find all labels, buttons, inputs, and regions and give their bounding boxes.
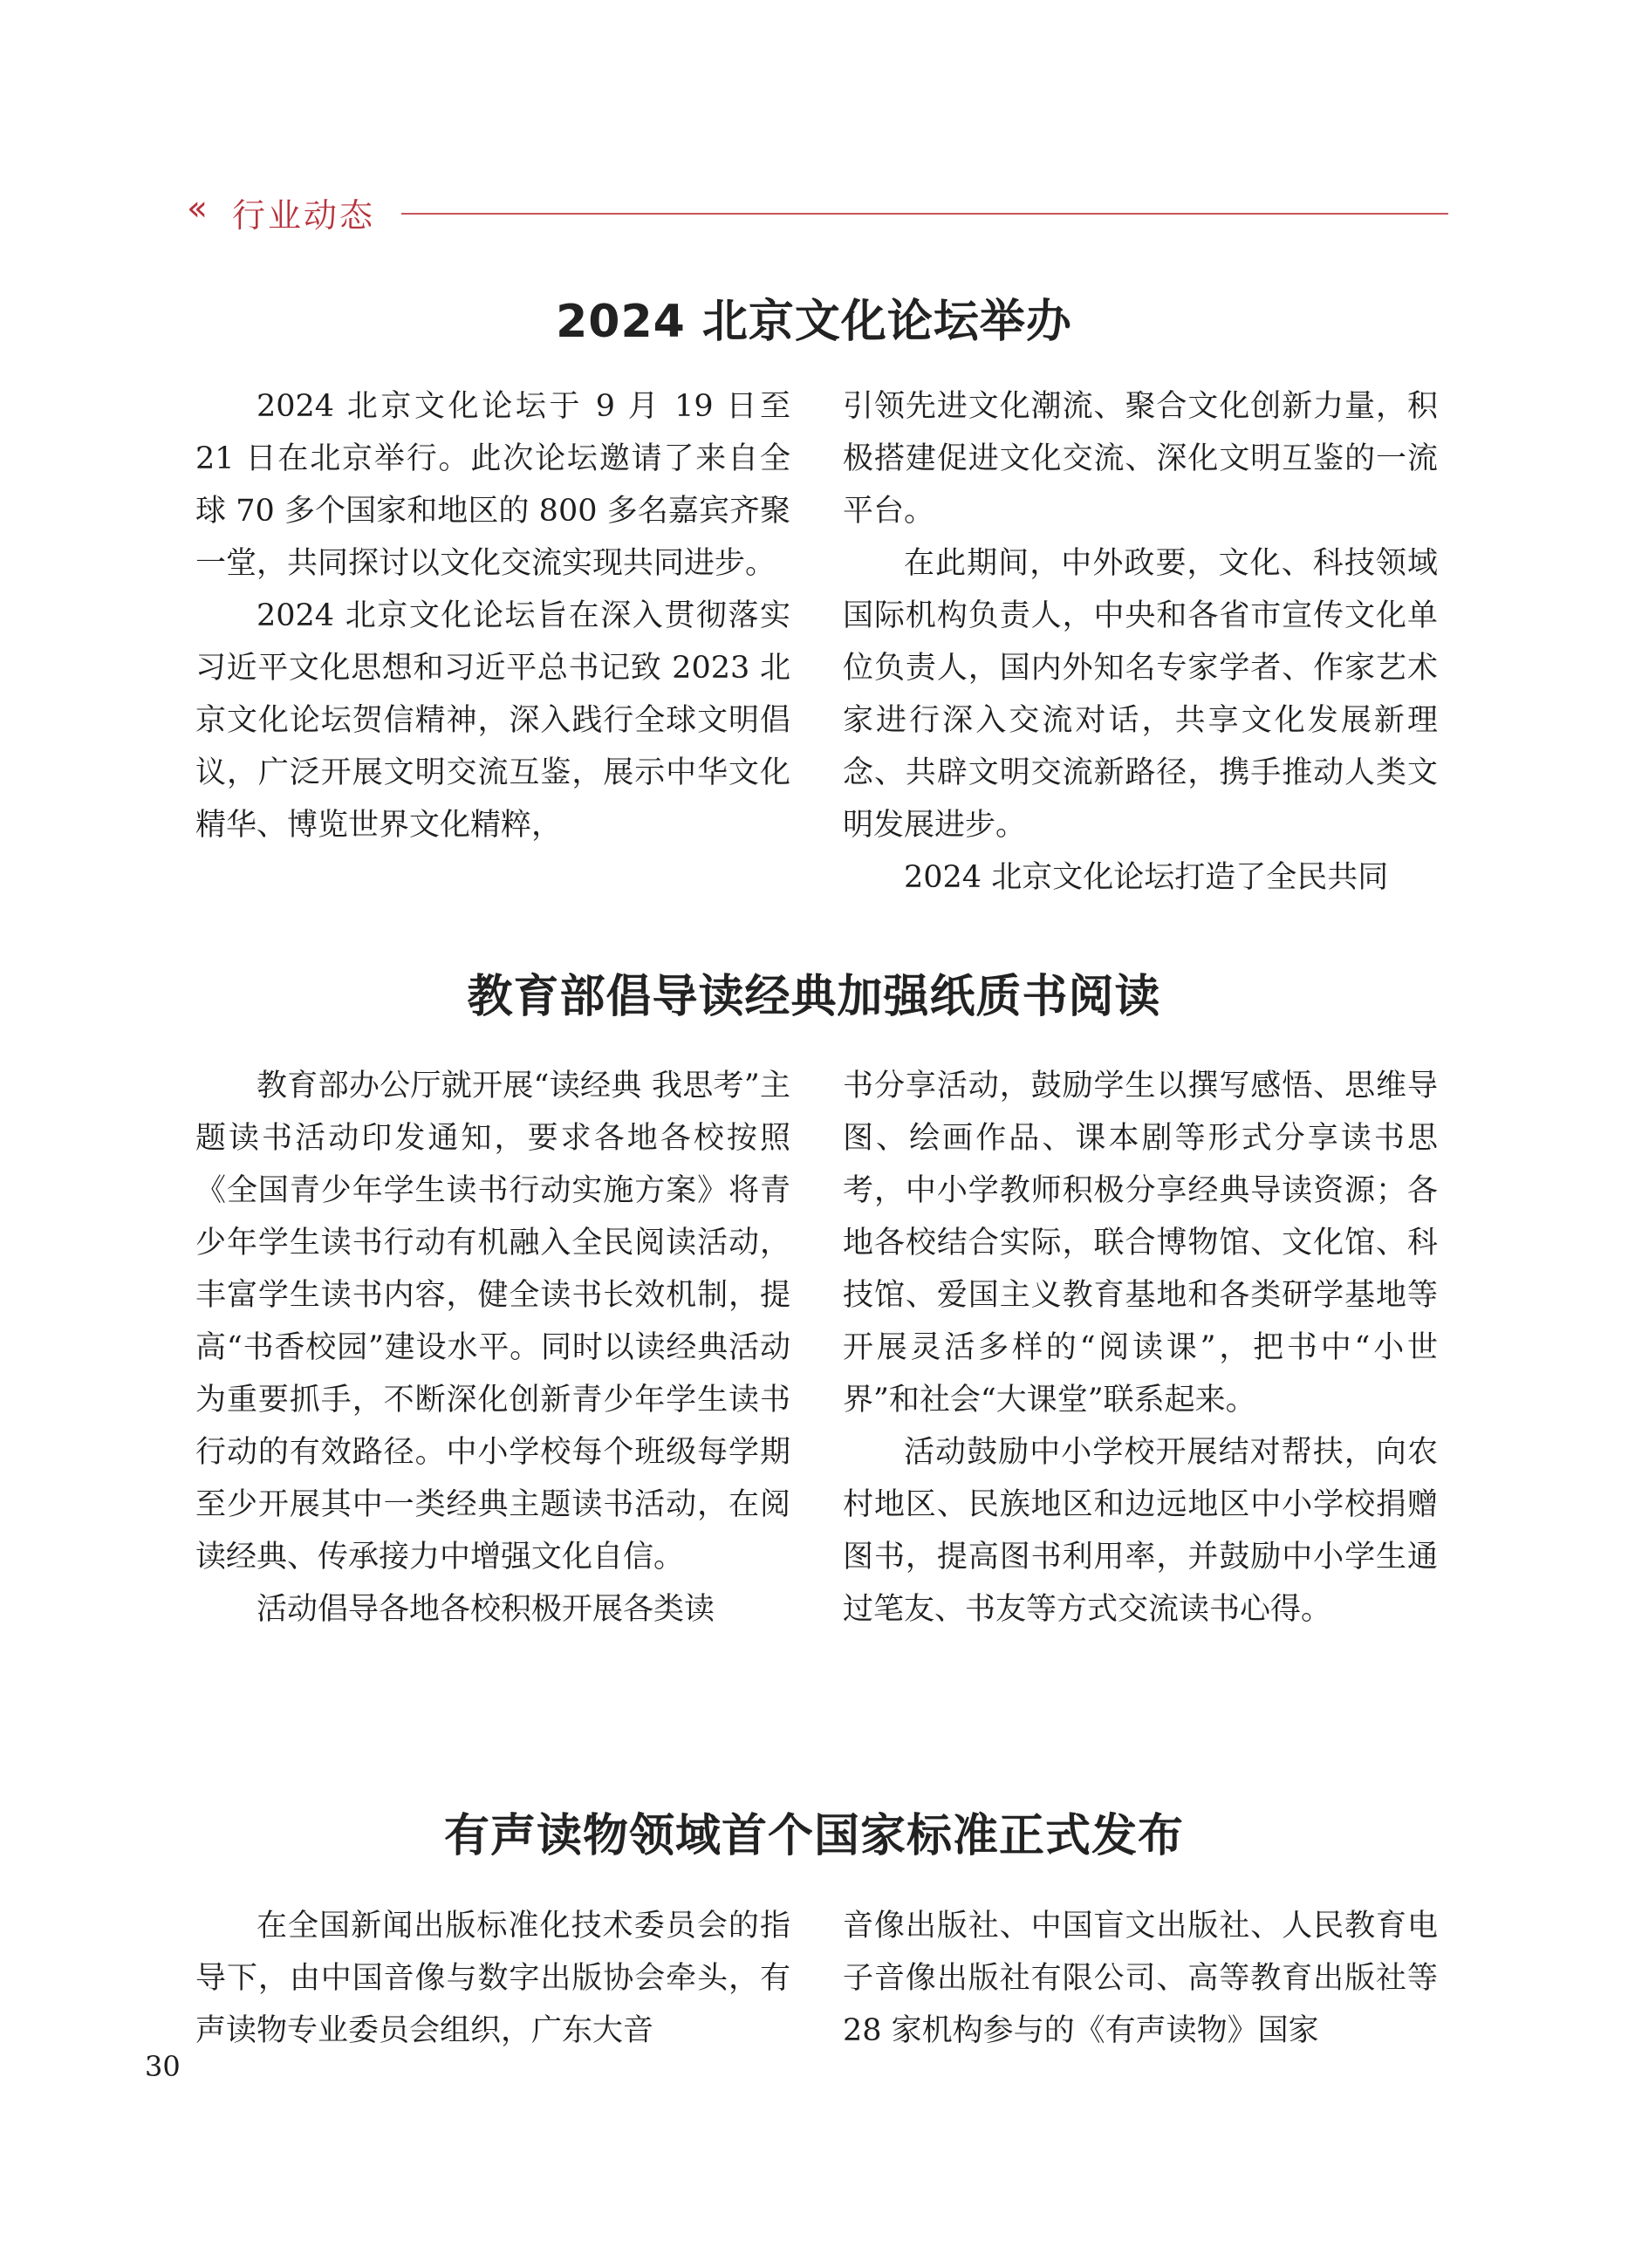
- article-1-paragraph-1: 2024 北京文化论坛于 9 月 19 日至 21 日在北京举行。此次论坛邀请了来自全球 70 多个国家和地区的 800 多名嘉宾齐聚一堂，共同探讨以文化交流实现共同进步。: [195, 389, 790, 581]
- article-3-paragraph-1-continued: 音像出版社、中国盲文出版社、人民教育电子音像出版社有限公司、高等教育出版社等 28 家机构参与的《有声读物》国家: [843, 1909, 1438, 2048]
- section-label: 行业动态: [232, 196, 376, 235]
- article-1-right-column: [843, 380, 1438, 904]
- article-1-paragraph-3: 在此期间，中外政要，文化、科技领域国际机构负责人，中央和各省市宣传文化单位负责人，国内外知名专家学者、作家艺术家进行深入交流对话，共享文化发展新理念、共辟文明交流新路径，携手推动人类文明发展进步。: [843, 546, 1438, 843]
- article-2-right-column: [843, 1060, 1438, 1636]
- article-2-paragraph-2-continued: 书分享活动，鼓励学生以撰写感悟、思维导图、绘画作品、课本剧等形式分享读书思考，中小学教师积极分享经典导读资源；各地各校结合实际，联合博物馆、文化馆、科技馆、爱国主义教育基地和各类研学基地等开展灵活多样的“阅读课”，把书中“小世界”和社会“大课堂”联系起来。: [843, 1069, 1438, 1418]
- header-rule: [401, 213, 1448, 215]
- article-1-paragraph-2: 2024 北京文化论坛旨在深入贯彻落实习近平文化思想和习近平总书记致 2023 北京文化论坛贺信精神，深入践行全球文明倡议，广泛开展文明交流互鉴，展示中华文化精华、博览世界文化精粹，: [195, 598, 790, 843]
- article-2-title: 教育部倡导读经典加强纸质书阅读: [467, 971, 1161, 1023]
- article-3-right-column: [843, 1900, 1438, 2057]
- article-3-left-column: [195, 1900, 790, 2057]
- page-number: 30: [145, 2050, 181, 2083]
- article-2-paragraph-2: 活动倡导各地各校积极开展各类读: [257, 1592, 715, 1627]
- article-3-paragraph-1: 在全国新闻出版标准化技术委员会的指导下，由中国音像与数字出版协会牵头，有声读物专业委员会组织，广东大音: [195, 1909, 790, 2048]
- article-3-title: 有声读物领域首个国家标准正式发布: [443, 1810, 1184, 1862]
- article-1-paragraph-4: 2024 北京文化论坛打造了全民共同: [904, 860, 1389, 895]
- article-2-paragraph-1: 教育部办公厅就开展“读经典 我思考”主题读书活动印发通知，要求各地各校按照《全国青少年学生读书行动实施方案》将青少年学生读书行动有机融入全民阅读活动，丰富学生读书内容，健全读书长效机制，提高“书香校园”建设水平。同时以读经典活动为重要抓手，不断深化创新青少年学生读书行动的有效路径。中小学校每个班级每学期至少开展其中一类经典主题读书活动，在阅读经典、传承接力中增强文化自信。: [195, 1069, 790, 1575]
- article-1-paragraph-2-continued: 引领先进文化潮流、聚合文化创新力量，积极搭建促进文化交流、深化文明互鉴的一流平台。: [843, 389, 1438, 529]
- article-1-left-column: [195, 380, 790, 851]
- section-header: [187, 187, 1448, 239]
- article-1-title: 2024 北京文化论坛举办: [556, 296, 1072, 348]
- double-chevron-left-icon: ‹‹: [187, 188, 201, 229]
- article-2-paragraph-3: 活动鼓励中小学校开展结对帮扶，向农村地区、民族地区和边远地区中小学校捐赠图书，提高图书利用率，并鼓励中小学生通过笔友、书友等方式交流读书心得。: [843, 1435, 1438, 1627]
- article-2-left-column: [195, 1060, 790, 1636]
